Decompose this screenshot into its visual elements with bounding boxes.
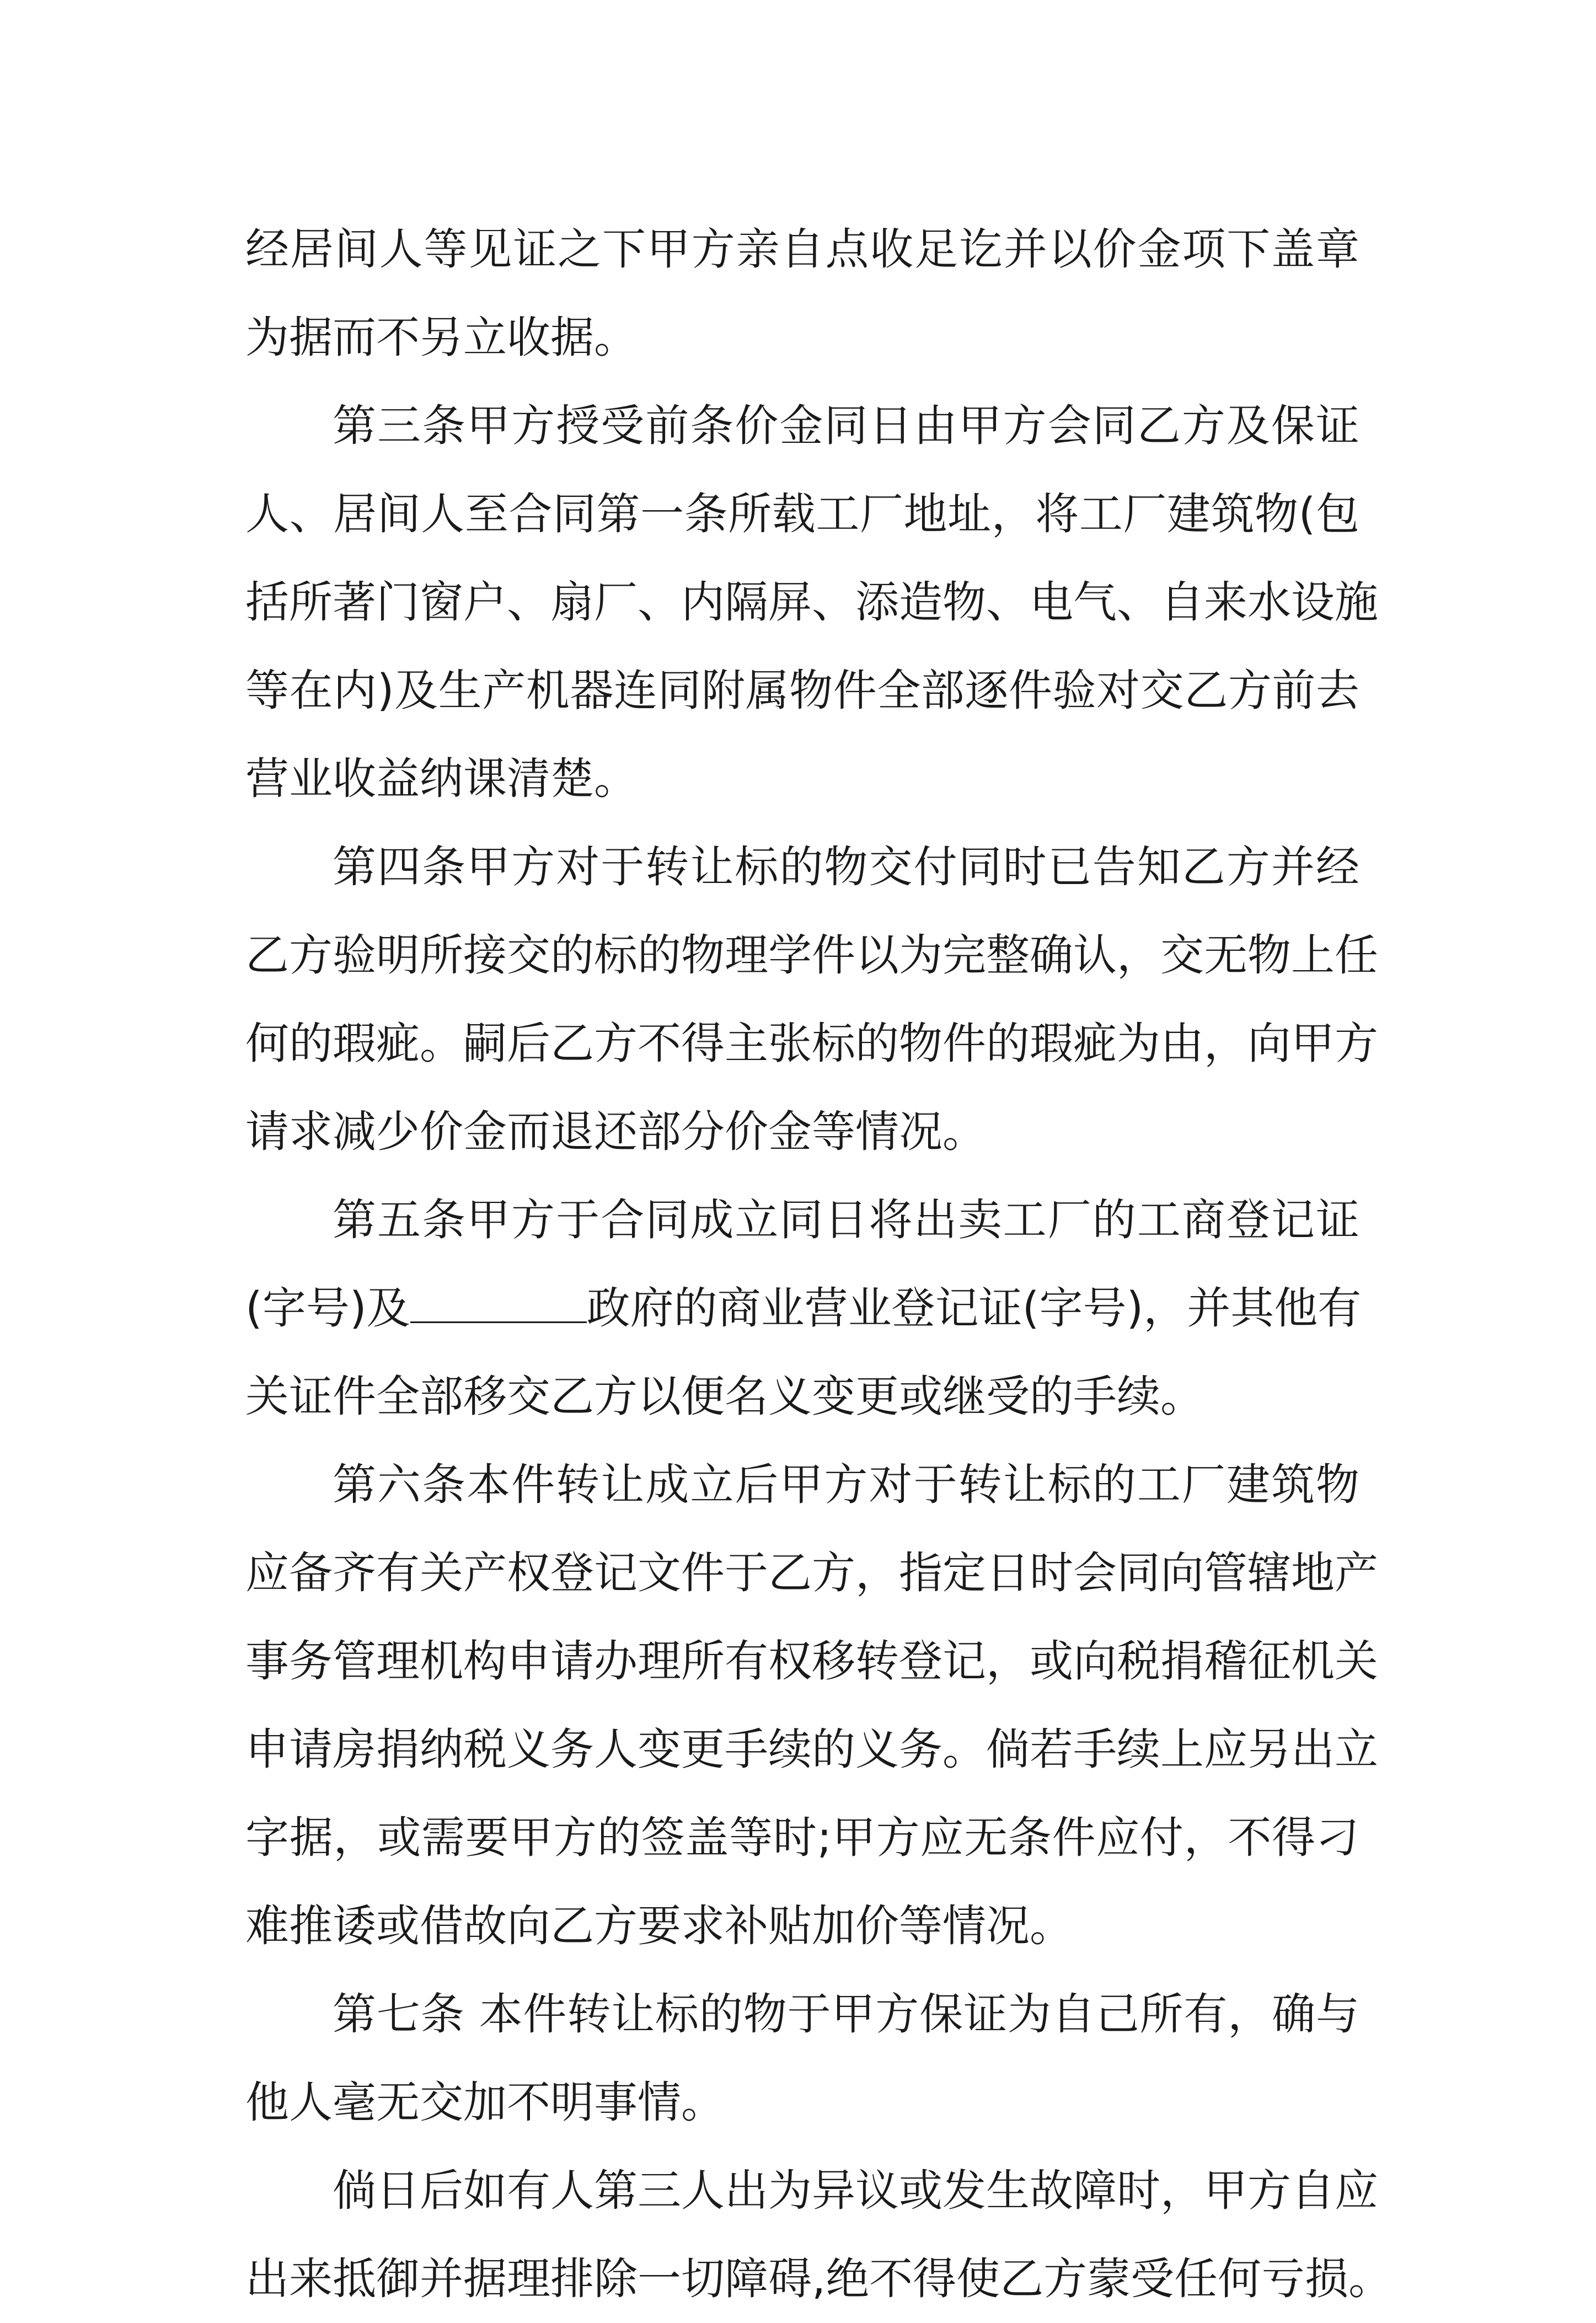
text-line: 为据而不另立收据。 (245, 312, 638, 363)
text-line-with-blank (245, 1264, 1362, 1352)
fill-in-blank (410, 1283, 587, 1323)
text-fragment: (字号)及 (245, 1283, 410, 1334)
paragraph (245, 2147, 1393, 2323)
text-line: 营业收益纳课清楚。 (245, 753, 638, 804)
text-line: 第四条甲方对于转让标的物交付同时已告知乙方并经 (333, 842, 1359, 892)
text-line: 事务管理机构申请办理所有权移转登记，或向税捐稽征机关 (245, 1636, 1378, 1687)
paragraph-article-5 (245, 1176, 1362, 1441)
text-line: 乙方验明所接交的标的物理学件以为完整确认，交无物上任 (245, 930, 1378, 981)
text-line: 他人毫无交加不明事情。 (245, 2077, 725, 2128)
text-line: 经居间人等见证之下甲方亲自点收足讫并以价金项下盖章 (245, 224, 1359, 275)
document-body (245, 205, 1393, 2323)
text-line: 倘日后如有人第三人出为异议或发生故障时，甲方自应 (333, 2165, 1378, 2216)
text-line: 等在内)及生产机器连同附属物件全部逐件验对交乙方前去 (245, 665, 1359, 716)
text-line: 第三条甲方授受前条价金同日由甲方会同乙方及保证 (333, 400, 1359, 451)
paragraph (245, 205, 1359, 382)
text-fragment: 政府的商业营业登记证(字号)，并其他有 (586, 1283, 1362, 1334)
text-line: 申请房捐纳税义务人变更手续的义务。倘若手续上应另出立 (245, 1724, 1378, 1775)
text-line: 何的瑕疵。嗣后乙方不得主张标的物件的瑕疵为由，向甲方 (245, 1018, 1378, 1069)
text-line: 括所著门窗户、扇厂、内隔屏、添造物、电气、自来水设施 (245, 577, 1378, 628)
text-line: 应备齐有关产权登记文件于乙方，指定日时会同向管辖地产 (245, 1548, 1378, 1598)
text-line: 出来抵御并据理排除一切障碍,绝不得使乙方蒙受任何亏损。 (245, 2254, 1393, 2304)
text-line: 字据，或需要甲方的签盖等时;甲方应无条件应付，不得刁 (245, 1812, 1359, 1863)
text-line: 难推诿或借故向乙方要求补贴加价等情况。 (245, 1901, 1073, 1951)
paragraph-article-6 (245, 1441, 1378, 1970)
paragraph-article-4 (245, 823, 1378, 1176)
text-line: 请求减少价金而退还部分价金等情况。 (245, 1106, 986, 1157)
text-line: 第五条甲方于合同成立同日将出卖工厂的工商登记证 (333, 1195, 1359, 1245)
paragraph-article-7 (245, 1970, 1359, 2147)
paragraph-article-3 (245, 382, 1378, 823)
text-line: 人、居间人至合同第一条所载工厂地址，将工厂建筑物(包 (245, 489, 1359, 539)
text-line: 第六条本件转让成立后甲方对于转让标的工厂建筑物 (333, 1459, 1359, 1510)
text-line: 关证件全部移交乙方以便名义变更或继受的手续。 (245, 1371, 1204, 1422)
text-line: 第七条 本件转让标的物于甲方保证为自己所有，确与 (333, 1989, 1359, 2040)
